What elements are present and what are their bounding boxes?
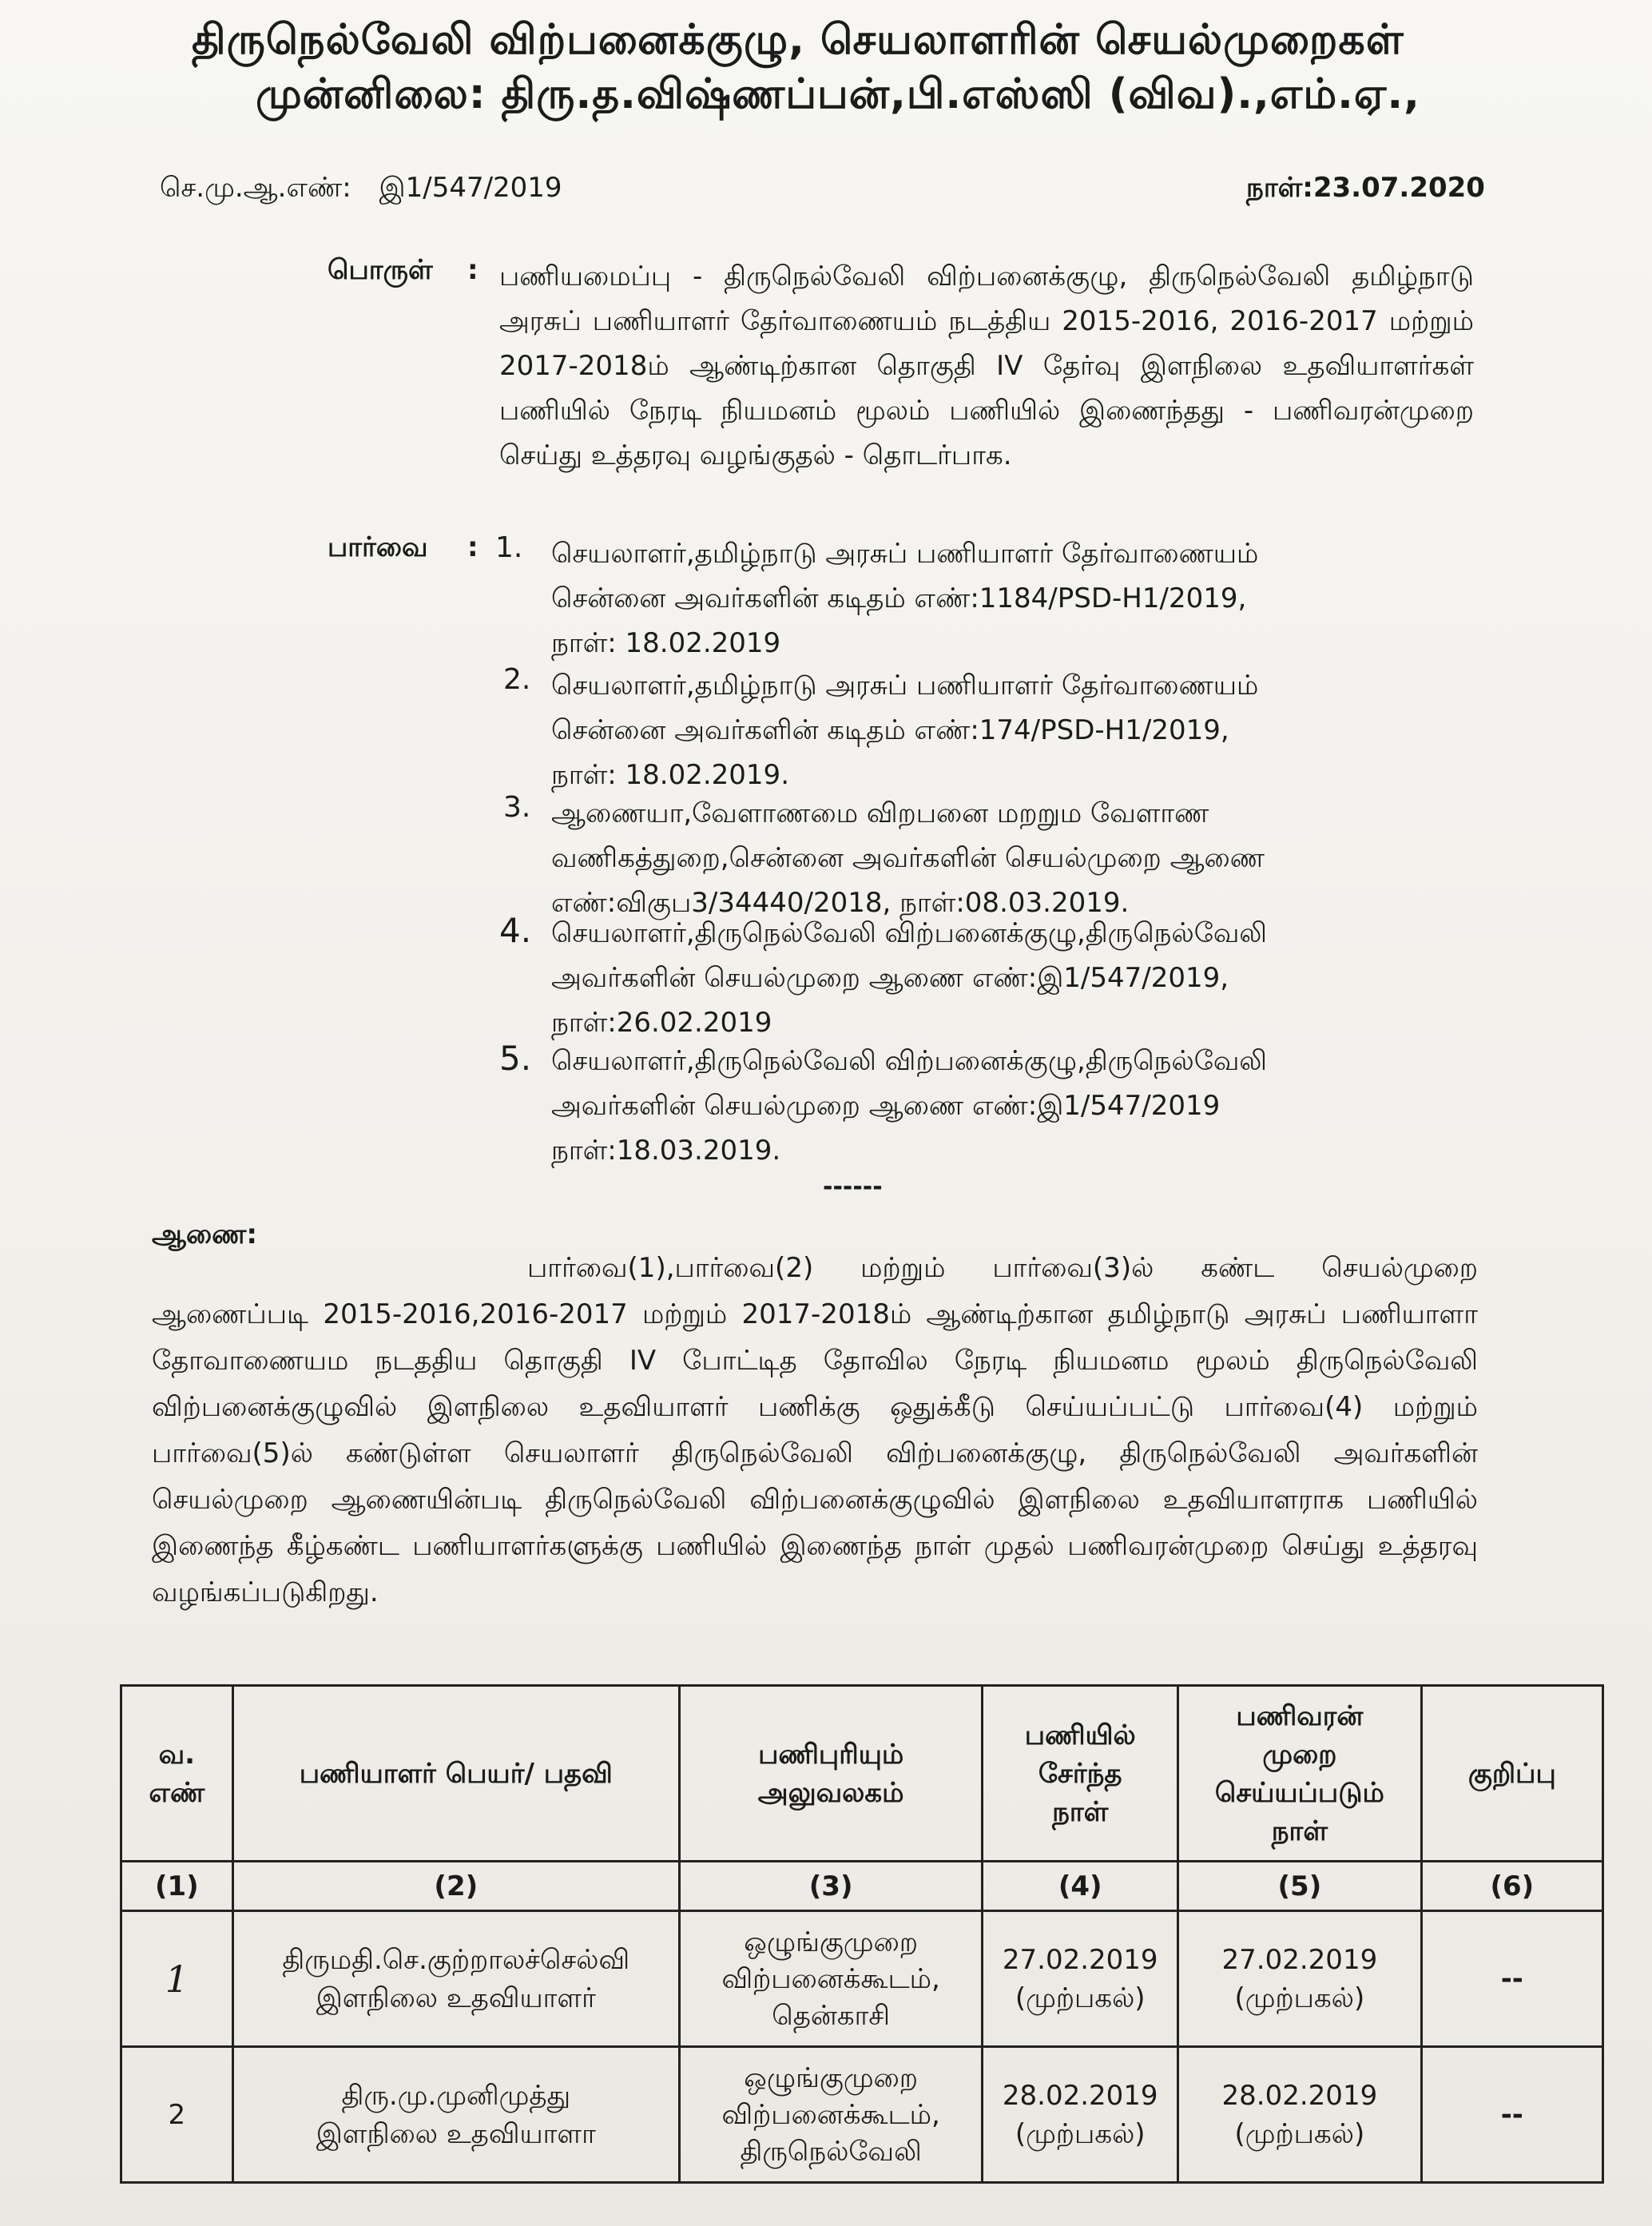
column-number: (1) [121, 1862, 233, 1911]
reference-item-line: நாள்: 18.02.2019 [551, 627, 781, 659]
proceedings-date [1246, 172, 1485, 207]
reference-item-line: செயலாளர்,திருநெல்வேலி விற்பனைக்குழு,திருநெல்வேலி [551, 1045, 1268, 1077]
reference-item-line: சென்னை அவர்களின் கடிதம் எண்:174/PSD-H1/2019, [551, 714, 1229, 746]
remarks-cell: -- [1421, 2047, 1602, 2183]
staff-table [120, 1684, 1604, 2184]
reference-item-number: 4. [499, 911, 532, 950]
reference-item-number: 5. [499, 1039, 532, 1078]
column-header-serial: வ. எண் [121, 1686, 233, 1862]
column-header-office: பணிபுரியும் அலுவலகம் [679, 1686, 982, 1862]
office-cell: ஒழுங்குமுறை விற்பனைக்கூடம், தென்காசி [679, 1911, 982, 2047]
table-row [121, 1911, 1603, 2047]
reference-item-line: வணிகத்துறை,சென்னை அவர்களின் செயல்முறை ஆணை [551, 842, 1265, 874]
column-number: (5) [1178, 1862, 1422, 1911]
column-number: (4) [983, 1862, 1178, 1911]
column-number: (3) [679, 1862, 982, 1911]
regularisation-date-cell: 28.02.2019 (முற்பகல்) [1178, 2047, 1422, 2183]
table-header-row [121, 1686, 1603, 1862]
reference-item-line: அவர்களின் செயல்முறை ஆணை எண்:இ1/547/2019, [551, 962, 1229, 994]
joined-date-cell: 28.02.2019 (முற்பகல்) [983, 2047, 1178, 2183]
subject-colon: : [467, 254, 479, 286]
order-label: ஆணை: [152, 1218, 258, 1250]
column-header-remarks: குறிப்பு [1421, 1686, 1602, 1862]
column-header-joined-date: பணியில் சேர்ந்த நாள் [983, 1686, 1178, 1862]
reference-item-line: நாள்: 18.02.2019. [551, 759, 789, 791]
remarks-cell: -- [1421, 1911, 1602, 2047]
employee-name-designation: திரு.மு.முனிமுத்து இளநிலை உதவியாளா [232, 2047, 679, 2183]
subject-label: பொருள் [328, 254, 433, 286]
joined-date-cell: 27.02.2019 (முற்பகல்) [983, 1911, 1178, 2047]
proceedings-number [160, 172, 562, 207]
proceedings-number-label: செ.மு.ஆ.எண்: [160, 172, 351, 204]
table-column-number-row [121, 1862, 1603, 1911]
column-number: (6) [1421, 1862, 1602, 1911]
reference-item-line: நாள்:18.03.2019. [551, 1135, 781, 1167]
header-title: திருநெல்வேலி விற்பனைக்குழு, செயலாளரின் செயல்முறைகள் [192, 16, 1404, 64]
reference-item-number: 1. [495, 531, 523, 564]
reference-item-line: நாள்:26.02.2019 [551, 1007, 772, 1039]
proceedings-date-value: 23.07.2020 [1312, 172, 1485, 204]
column-header-name: பணியாளர் பெயர்/ பதவி [232, 1686, 679, 1862]
reference-item-number: 3. [503, 791, 531, 824]
regularisation-date-cell: 27.02.2019 (முற்பகல்) [1178, 1911, 1422, 2047]
office-cell: ஒழுங்குமுறை விற்பனைக்கூடம், திருநெல்வேலி [679, 2047, 982, 2183]
reference-item-line: அவர்களின் செயல்முறை ஆணை எண்:இ1/547/2019 [551, 1090, 1221, 1122]
reference-item-number: 2. [503, 663, 531, 696]
references-label: பார்வை [328, 531, 428, 563]
reference-item-line: எண்:விகுப3/34440/2018, நாள்:08.03.2019. [551, 887, 1130, 919]
employee-name-designation: திருமதி.செ.குற்றாலச்செல்வி இளநிலை உதவியாளர் [232, 1911, 679, 2047]
header-presence: முன்னிலை: திரு.த.விஷ்ணப்பன்,பி.எஸ்ஸி (விவ).,எம்.ஏ., [256, 70, 1420, 118]
proceedings-date-label: நாள்: [1246, 172, 1313, 204]
proceedings-number-value: இ1/547/2019 [379, 172, 562, 204]
references-colon: : [467, 531, 479, 563]
reference-item-line: சென்னை அவர்களின் கடிதம் எண்:1184/PSD-H1/2019, [551, 582, 1247, 614]
table-row [121, 2047, 1603, 2183]
references-separator: ------ [823, 1173, 883, 1201]
column-number: (2) [232, 1862, 679, 1911]
order-text: பார்வை(1),பார்வை(2) மற்றும் பார்வை(3)ல் கண்ட செயல்முறை ஆணைப்படி 2015-2016,2016-2017 மற்றும் 2017-2018ம் ஆண்டிற்கான தமிழ்நாடு அரசுப் பணியாளா தோவாணையம நடததிய தொகுதி IV போட்டித தோவில நேரடி நியமனம மூலம் திருநெல்வேலி விற்பனைக்குழுவில் இளநிலை உதவியாளர் பணிக்கு ஒதுக்கீடு செய்யப்பட்டு பார்வை(4) மற்றும் பார்வை(5)ல் கண்டுள்ள செயலாளர் திருநெல்வேலி விற்பனைக்குழு, திருநெல்வேலி அவர்களின் செயல்முறை ஆணையின்படி திருநெல்வேலி விற்பனைக்குழுவில் இளநிலை உதவியாளராக பணியில் இணைந்த கீழ்கண்ட பணியாளர்களுக்கு பணியில் இணைந்த நாள் முதல் பணிவரன்முறை செய்து உத்தரவு வழங்கப்படுகிறது. [152, 1252, 1478, 1608]
column-header-regularisation-date: பணிவரன் முறை செய்யப்படும் நாள் [1178, 1686, 1422, 1862]
reference-item-line: ஆணையா,வேளாணமை விறபனை மறறும வேளாண [551, 797, 1209, 829]
subject-text: பணியமைப்பு - திருநெல்வேலி விற்பனைக்குழு, திருநெல்வேலி தமிழ்நாடு அரசுப் பணியாளர் தேர்வாணையம் நடத்திய 2015-2016, 2016-2017 மற்றும் 2017-2018ம் ஆண்டிற்கான தொகுதி IV தேர்வு இளநிலை உதவியாளர்கள் பணியில் நேரடி நியமனம் மூலம் பணியில் இணைந்தது - பணிவரன்முறை செய்து உத்தரவு வழங்குதல் - தொடர்பாக. [499, 260, 1474, 471]
reference-item-line: செயலாளர்,தமிழ்நாடு அரசுப் பணியாளர் தேர்வாணையம் [551, 670, 1259, 702]
reference-item-line: செயலாளர்,தமிழ்நாடு அரசுப் பணியாளர் தேர்வாணையம் [551, 538, 1259, 570]
reference-item-line: செயலாளர்,திருநெல்வேலி விற்பனைக்குழு,திருநெல்வேலி [551, 917, 1268, 949]
serial-number: 2 [121, 2047, 233, 2183]
serial-number-handwritten: 1 [121, 1911, 233, 2047]
